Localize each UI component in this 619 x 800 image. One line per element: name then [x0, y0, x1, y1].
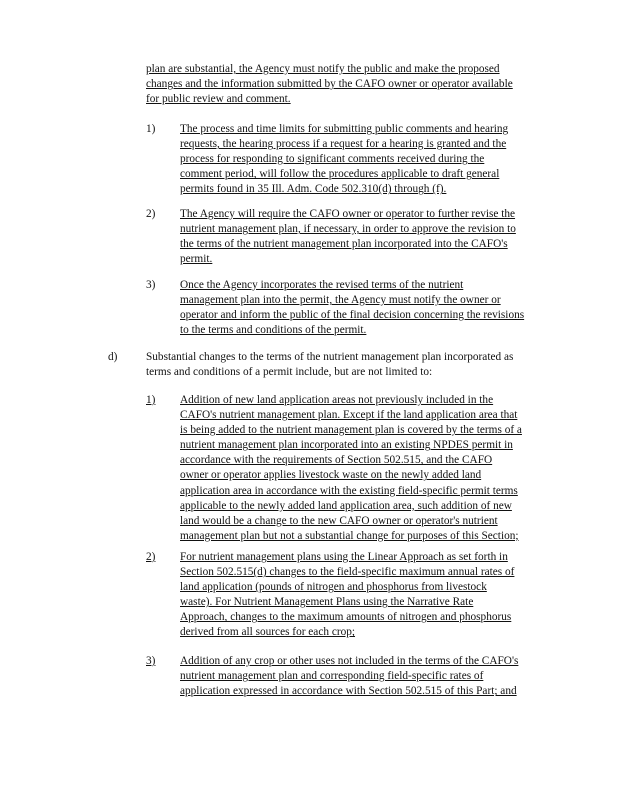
- text-line: land would be a change to the new CAFO owner or operator's nutrient: [180, 514, 498, 527]
- item-number: 1): [146, 123, 156, 135]
- item-number: 2): [146, 551, 156, 563]
- intro-paragraph: [146, 62, 546, 107]
- item-number: 3): [146, 655, 156, 667]
- text-line: operator and inform the public of the final decision concerning the revisions: [180, 309, 525, 322]
- text-line: permit.: [180, 253, 213, 266]
- text-line: Once the Agency incorporates the revised terms of the nutrient: [180, 279, 464, 291]
- text-line: to the terms and conditions of the permit.: [180, 324, 367, 337]
- text-line: waste). For Nutrient Management Plans using the Narrative Rate: [180, 596, 474, 609]
- text-line: land application (pounds of nitrogen and phosphorus from livestock: [180, 581, 487, 594]
- text-line: Addition of any crop or other uses not included in the terms of the CAFO's: [180, 655, 519, 667]
- list-item-d3: [180, 654, 550, 699]
- text-line: The process and time limits for submitting public comments and hearing: [180, 123, 509, 135]
- list-item-c2: [180, 207, 550, 267]
- text-line: applicable to the newly added land application area, such addition of new: [180, 499, 512, 512]
- item-number: 3): [146, 279, 156, 291]
- text-line: Substantial changes to the terms of the nutrient management plan incorporated as: [146, 351, 514, 363]
- text-line: For nutrient management plans using the Linear Approach as set forth in: [180, 551, 508, 563]
- text-line: owner or operator applies livestock waste on the newly added land: [180, 469, 482, 482]
- text-line: derived from all sources for each crop;: [180, 626, 356, 639]
- text-line: comment period, will follow the procedures applicable to draft general: [180, 168, 500, 181]
- section-label: d): [108, 351, 118, 363]
- text-line: the terms of the nutrient management plan incorporated into the CAFO's: [180, 238, 508, 251]
- text-line: for public review and comment.: [146, 93, 291, 106]
- list-item-c3: [180, 278, 550, 338]
- text-line: application area in accordance with the existing field-specific permit terms: [180, 484, 518, 497]
- list-item-c1: [180, 122, 550, 197]
- text-line: management plan but not a substantial change for purposes of this Section;: [180, 529, 519, 542]
- text-line: terms and conditions of a permit include, but are not limited to:: [146, 366, 433, 379]
- text-line: requests, the hearing process if a request for a hearing is granted and the: [180, 138, 507, 151]
- text-line: application expressed in accordance with Section 502.515 of this Part; and: [180, 685, 517, 698]
- text-line: plan are substantial, the Agency must notify the public and make the proposed: [146, 63, 500, 75]
- text-line: CAFO's nutrient management plan. Except if the land application area that: [180, 409, 518, 422]
- section-d-paragraph: [146, 350, 551, 380]
- text-line: Approach, changes to the maximum amounts of nitrogen and phosphorus: [180, 611, 512, 624]
- text-line: Section 502.515(d) changes to the field-specific maximum annual rates of: [180, 566, 515, 579]
- list-item-d1: [180, 393, 550, 544]
- text-line: nutrient management plan, if necessary, in order to approve the revision to: [180, 223, 516, 236]
- item-number: 1): [146, 394, 156, 406]
- text-line: accordance with the requirements of Section 502.515, and the CAFO: [180, 454, 493, 467]
- text-line: is being added to the nutrient management plan is covered by the terms of a: [180, 424, 522, 437]
- text-line: Addition of new land application areas not previously included in the: [180, 394, 494, 406]
- item-number: 2): [146, 208, 156, 220]
- list-item-d2: [180, 550, 550, 641]
- text-line: management plan into the permit, the Agency must notify the owner or: [180, 294, 501, 307]
- text-line: nutrient management plan incorporated into an existing NPDES permit in: [180, 439, 513, 452]
- text-line: process for responding to significant comments received during the: [180, 153, 485, 166]
- text-line: nutrient management plan and corresponding field-specific rates of: [180, 670, 484, 683]
- text-line: changes and the information submitted by the CAFO owner or operator available: [146, 78, 513, 91]
- text-line: The Agency will require the CAFO owner or operator to further revise the: [180, 208, 516, 220]
- text-line: permits found in 35 Ill. Adm. Code 502.310(d) through (f).: [180, 183, 447, 196]
